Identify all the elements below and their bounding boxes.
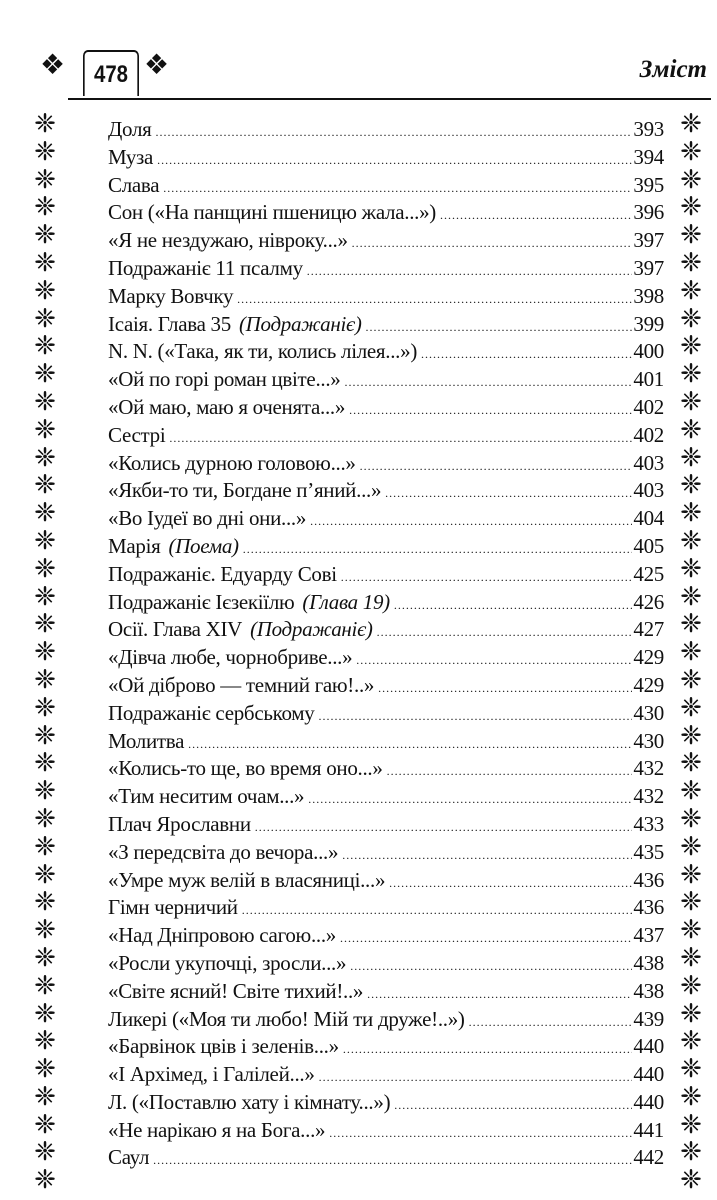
dot-leader <box>329 1126 632 1141</box>
entry-page: 440 <box>633 1089 664 1114</box>
entry-page: 397 <box>633 255 664 280</box>
toc-entry <box>108 590 664 618</box>
toc-entry <box>108 117 664 145</box>
dot-leader <box>394 598 633 613</box>
ornament-icon: ❈ <box>34 470 56 500</box>
entry-page: 432 <box>633 784 664 809</box>
dot-leader <box>156 125 633 140</box>
dot-leader <box>255 820 633 835</box>
ornament-icon: ❈ <box>34 1054 56 1084</box>
ornament-icon: ❈ <box>680 414 702 444</box>
entry-page: 400 <box>633 339 664 364</box>
ornament-icon: ❈ <box>34 664 56 694</box>
ornament-icon: ❈ <box>34 609 56 639</box>
entry-page: 403 <box>633 450 664 475</box>
dot-leader <box>469 1015 633 1030</box>
ornament-icon: ❈ <box>680 1026 702 1056</box>
dot-leader <box>341 570 633 585</box>
ornament-icon: ❈ <box>34 942 56 972</box>
entry-page: 438 <box>633 978 664 1003</box>
entry-title: N. N. («Така, як ти, колись лілея...») <box>108 339 418 364</box>
ornament-icon: ❈ <box>34 776 56 806</box>
toc-entry <box>108 506 664 534</box>
entry-page: 426 <box>633 589 664 614</box>
entry-title: Осії. Глава XIV <box>108 617 243 642</box>
toc-entry <box>108 562 664 590</box>
ornament-icon: ❈ <box>680 1081 702 1111</box>
toc-entry <box>108 673 664 701</box>
entry-title: Марія <box>108 533 161 558</box>
entry-title: «Ой діброво — темний гаю!..» <box>108 672 375 697</box>
ornament-icon: ❈ <box>680 859 702 889</box>
ornament-icon: ❈ <box>34 831 56 861</box>
toc-entry <box>108 645 664 673</box>
ornament-icon: ❈ <box>680 1165 702 1195</box>
dot-leader <box>377 625 633 640</box>
ornament-icon: ❈ <box>680 637 702 667</box>
entry-title: «Росли укупочці, зросли...» <box>108 950 347 975</box>
entry-title: Подражаніє Ієзекіїлю <box>108 589 295 614</box>
entry-page: 433 <box>633 811 664 836</box>
ornament-icon: ❈ <box>680 1054 702 1084</box>
ornament-icon: ❈ <box>34 803 56 833</box>
ornament-icon: ❈ <box>34 525 56 555</box>
toc-entry <box>108 312 664 340</box>
toc-entry <box>108 729 664 757</box>
entry-title: «Не нарікаю я на Бога...» <box>108 1117 326 1142</box>
toc-entry <box>108 173 664 201</box>
ornament-icon: ❈ <box>680 553 702 583</box>
ornament-icon: ❈ <box>680 970 702 1000</box>
ornament-icon: ❈ <box>34 1165 56 1195</box>
ornament-icon: ❈ <box>680 803 702 833</box>
entry-page: 429 <box>633 645 664 670</box>
ornament-icon: ❈ <box>680 1109 702 1139</box>
right-ornament-border <box>674 110 708 1194</box>
ornament-icon: ❈ <box>680 664 702 694</box>
entry-page: 435 <box>633 839 664 864</box>
dot-leader <box>343 1042 633 1057</box>
entry-page: 436 <box>633 895 664 920</box>
toc-entry <box>108 478 664 506</box>
entry-title: Ликері («Моя ти любо! Мій ти друже!..») <box>108 1006 465 1031</box>
toc-entry <box>108 228 664 256</box>
dot-leader <box>342 848 632 863</box>
dot-leader <box>387 764 633 779</box>
entry-page: 399 <box>633 311 664 336</box>
ornament-icon: ❈ <box>680 109 702 138</box>
toc-entry <box>108 868 664 896</box>
entry-page: 403 <box>633 478 664 503</box>
ornament-icon: ❈ <box>680 525 702 555</box>
dot-leader <box>385 486 632 501</box>
ornament-icon: ❈ <box>34 247 56 277</box>
entry-title: «Барвінок цвів і зеленів...» <box>108 1034 339 1059</box>
entry-page: 397 <box>633 228 664 253</box>
ornament-icon: ❈ <box>680 386 702 416</box>
dot-leader <box>349 403 632 418</box>
ornament-icon: ❈ <box>34 136 56 166</box>
toc-entry <box>108 812 664 840</box>
ornament-icon: ❈ <box>34 220 56 250</box>
dot-leader <box>307 264 633 279</box>
ornament-icon: ❈ <box>34 275 56 305</box>
ornament-knot-icon: ❖ <box>40 50 66 81</box>
ornament-icon: ❈ <box>34 414 56 444</box>
toc-entry <box>108 423 664 451</box>
ornament-icon: ❈ <box>34 442 56 472</box>
dot-leader <box>308 792 632 807</box>
entry-note: (Подражаніє) <box>250 617 373 642</box>
ornament-icon: ❈ <box>34 581 56 611</box>
toc-entry <box>108 534 664 562</box>
ornament-icon: ❈ <box>34 359 56 389</box>
dot-leader <box>243 542 633 557</box>
ornament-icon: ❈ <box>34 498 56 528</box>
ornament-icon: ❈ <box>34 331 56 361</box>
toc-entry <box>108 256 664 284</box>
dot-leader <box>389 876 632 891</box>
entry-page: 427 <box>633 617 664 642</box>
entry-page: 440 <box>633 1034 664 1059</box>
ornament-icon: ❈ <box>680 164 702 194</box>
ornament-icon: ❈ <box>34 998 56 1028</box>
entry-title: Плач Ярославни <box>108 811 251 836</box>
dot-leader <box>188 737 632 752</box>
entry-title: Слава <box>108 172 160 197</box>
entry-page: 439 <box>633 1006 664 1031</box>
entry-title: «Умре муж велій в власяниці...» <box>108 867 386 892</box>
ornament-icon: ❈ <box>680 331 702 361</box>
entry-title: Л. («Поставлю хату і кімнату...») <box>108 1089 391 1114</box>
entry-title: «Світе ясний! Світе тихий!..» <box>108 978 364 1003</box>
ornament-icon: ❈ <box>680 942 702 972</box>
entry-title: «Якби-то ти, Богдане п’яний...» <box>108 478 382 503</box>
ornament-icon: ❈ <box>680 470 702 500</box>
toc-entry <box>108 840 664 868</box>
dot-leader <box>352 236 633 251</box>
ornament-icon: ❈ <box>680 359 702 389</box>
section-title: Зміст <box>639 56 707 83</box>
ornament-icon: ❈ <box>34 386 56 416</box>
entry-page: 402 <box>633 422 664 447</box>
entry-page: 405 <box>633 533 664 558</box>
ornament-icon: ❈ <box>680 720 702 750</box>
ornament-icon: ❈ <box>680 776 702 806</box>
ornament-icon: ❈ <box>680 220 702 250</box>
dot-leader <box>394 1098 632 1113</box>
ornament-icon: ❈ <box>680 915 702 945</box>
dot-leader <box>350 959 632 974</box>
entry-title: «Тим неситим очам...» <box>108 784 305 809</box>
entry-page: 432 <box>633 756 664 781</box>
entry-page: 437 <box>633 923 664 948</box>
toc-entry <box>108 701 664 729</box>
entry-title: Марку Вовчку <box>108 283 234 308</box>
toc-entry <box>108 284 664 312</box>
entry-page: 436 <box>633 867 664 892</box>
entry-title: «Ой маю, маю я оченята...» <box>108 394 346 419</box>
toc-entry <box>108 617 664 645</box>
toc-entry <box>108 339 664 367</box>
toc-entry <box>108 451 664 479</box>
toc-entry <box>108 1145 664 1173</box>
entry-page: 404 <box>633 506 664 531</box>
entry-page: 395 <box>633 172 664 197</box>
entry-page: 396 <box>633 200 664 225</box>
table-of-contents <box>108 117 664 1173</box>
toc-entry <box>108 1007 664 1035</box>
entry-note: (Глава 19) <box>302 589 390 614</box>
entry-title: Саул <box>108 1145 150 1170</box>
ornament-icon: ❈ <box>34 192 56 222</box>
dot-leader <box>356 653 632 668</box>
entry-title: Подражаніє. Едуарду Сові <box>108 561 337 586</box>
toc-entry <box>108 145 664 173</box>
toc-entry <box>108 979 664 1007</box>
header-rule <box>68 98 711 100</box>
ornament-icon: ❈ <box>680 1137 702 1167</box>
ornament-icon: ❈ <box>34 887 56 917</box>
entry-title: Муза <box>108 144 154 169</box>
ornament-icon: ❈ <box>34 915 56 945</box>
toc-entry <box>108 1062 664 1090</box>
ornament-icon: ❈ <box>680 498 702 528</box>
entry-title: Сон («На панщині пшеницю жала...») <box>108 200 436 225</box>
ornament-icon: ❈ <box>34 303 56 333</box>
ornament-icon: ❈ <box>680 998 702 1028</box>
entry-page: 430 <box>633 728 664 753</box>
dot-leader <box>310 514 632 529</box>
entry-page: 430 <box>633 700 664 725</box>
dot-leader <box>319 1070 633 1085</box>
entry-note: (Подражаніє) <box>238 311 362 336</box>
ornament-icon: ❈ <box>34 164 56 194</box>
toc-entry <box>108 395 664 423</box>
dot-leader <box>345 375 633 390</box>
entry-page: 441 <box>633 1117 664 1142</box>
entry-title: Доля <box>108 117 152 141</box>
entry-page: 398 <box>633 283 664 308</box>
ornament-icon: ❈ <box>34 109 56 138</box>
entry-title: «Дівча любе, чорнобриве...» <box>108 645 353 670</box>
left-ornament-border <box>28 110 62 1194</box>
ornament-icon: ❈ <box>34 637 56 667</box>
entry-title: «Я не нездужаю, нівроку...» <box>108 228 348 253</box>
dot-leader <box>157 153 632 168</box>
toc-entry <box>108 951 664 979</box>
entry-page: 438 <box>633 950 664 975</box>
dot-leader <box>366 320 633 335</box>
entry-page: 393 <box>633 117 664 141</box>
toc-entry <box>108 895 664 923</box>
entry-page: 429 <box>633 672 664 697</box>
ornament-icon: ❈ <box>680 275 702 305</box>
dot-leader <box>318 709 632 724</box>
entry-title: Гімн черничий <box>108 895 238 920</box>
toc-entry <box>108 1118 664 1146</box>
toc-entry <box>108 1090 664 1118</box>
dot-leader <box>169 431 632 446</box>
ornament-icon: ❈ <box>34 859 56 889</box>
toc-entry <box>108 367 664 395</box>
toc-entry <box>108 923 664 951</box>
ornament-icon: ❈ <box>34 748 56 778</box>
ornament-icon: ❈ <box>34 692 56 722</box>
entry-title: «Над Дніпровою сагою...» <box>108 923 336 948</box>
toc-entry <box>108 756 664 784</box>
entry-title: Сестрі <box>108 422 166 447</box>
entry-title: «І Архімед, і Галілей...» <box>108 1062 315 1087</box>
entry-page: 442 <box>633 1145 664 1170</box>
ornament-icon: ❈ <box>34 1137 56 1167</box>
page-number: 478 <box>83 50 139 96</box>
dot-leader <box>360 459 633 474</box>
ornament-icon: ❈ <box>680 192 702 222</box>
entry-title: «Во Іудеї во дні они...» <box>108 506 307 531</box>
dot-leader <box>367 987 632 1002</box>
toc-entry <box>108 1034 664 1062</box>
ornament-icon: ❈ <box>680 442 702 472</box>
ornament-icon: ❈ <box>34 1109 56 1139</box>
entry-page: 401 <box>633 367 664 392</box>
dot-leader <box>440 208 632 223</box>
page-header <box>0 0 717 110</box>
dot-leader <box>163 181 632 196</box>
toc-entry <box>108 200 664 228</box>
ornament-icon: ❈ <box>680 303 702 333</box>
entry-title: «Ой по горі роман цвіте...» <box>108 367 341 392</box>
entry-page: 394 <box>633 144 664 169</box>
dot-leader <box>378 681 632 696</box>
dot-leader <box>421 347 632 362</box>
ornament-icon: ❈ <box>680 609 702 639</box>
ornament-icon: ❈ <box>34 1081 56 1111</box>
ornament-icon: ❈ <box>680 136 702 166</box>
entry-page: 425 <box>633 561 664 586</box>
ornament-icon: ❈ <box>34 1026 56 1056</box>
dot-leader <box>340 931 632 946</box>
toc-entry <box>108 784 664 812</box>
ornament-icon: ❈ <box>34 970 56 1000</box>
entry-title: Молитва <box>108 728 185 753</box>
ornament-icon: ❈ <box>680 692 702 722</box>
entry-title: «Колись дурною головою...» <box>108 450 356 475</box>
entry-title: «З передсвіта до вечора...» <box>108 839 339 864</box>
dot-leader <box>237 292 632 307</box>
entry-title: Подражаніє сербському <box>108 700 315 725</box>
dot-leader <box>153 1153 632 1168</box>
ornament-icon: ❈ <box>680 887 702 917</box>
entry-note: (Поема) <box>168 533 239 558</box>
entry-title: Подражаніє 11 псалму <box>108 255 303 280</box>
ornament-icon: ❈ <box>680 748 702 778</box>
entry-title: Ісаія. Глава 35 <box>108 311 231 336</box>
dot-leader <box>242 903 633 918</box>
ornament-icon: ❈ <box>680 247 702 277</box>
ornament-icon: ❈ <box>680 581 702 611</box>
ornament-icon: ❈ <box>34 553 56 583</box>
entry-page: 402 <box>633 394 664 419</box>
ornament-icon: ❈ <box>680 831 702 861</box>
ornament-icon: ❈ <box>34 720 56 750</box>
ornament-knot-icon: ❖ <box>144 50 170 81</box>
entry-page: 440 <box>633 1062 664 1087</box>
entry-title: «Колись-то ще, во время оно...» <box>108 756 383 781</box>
